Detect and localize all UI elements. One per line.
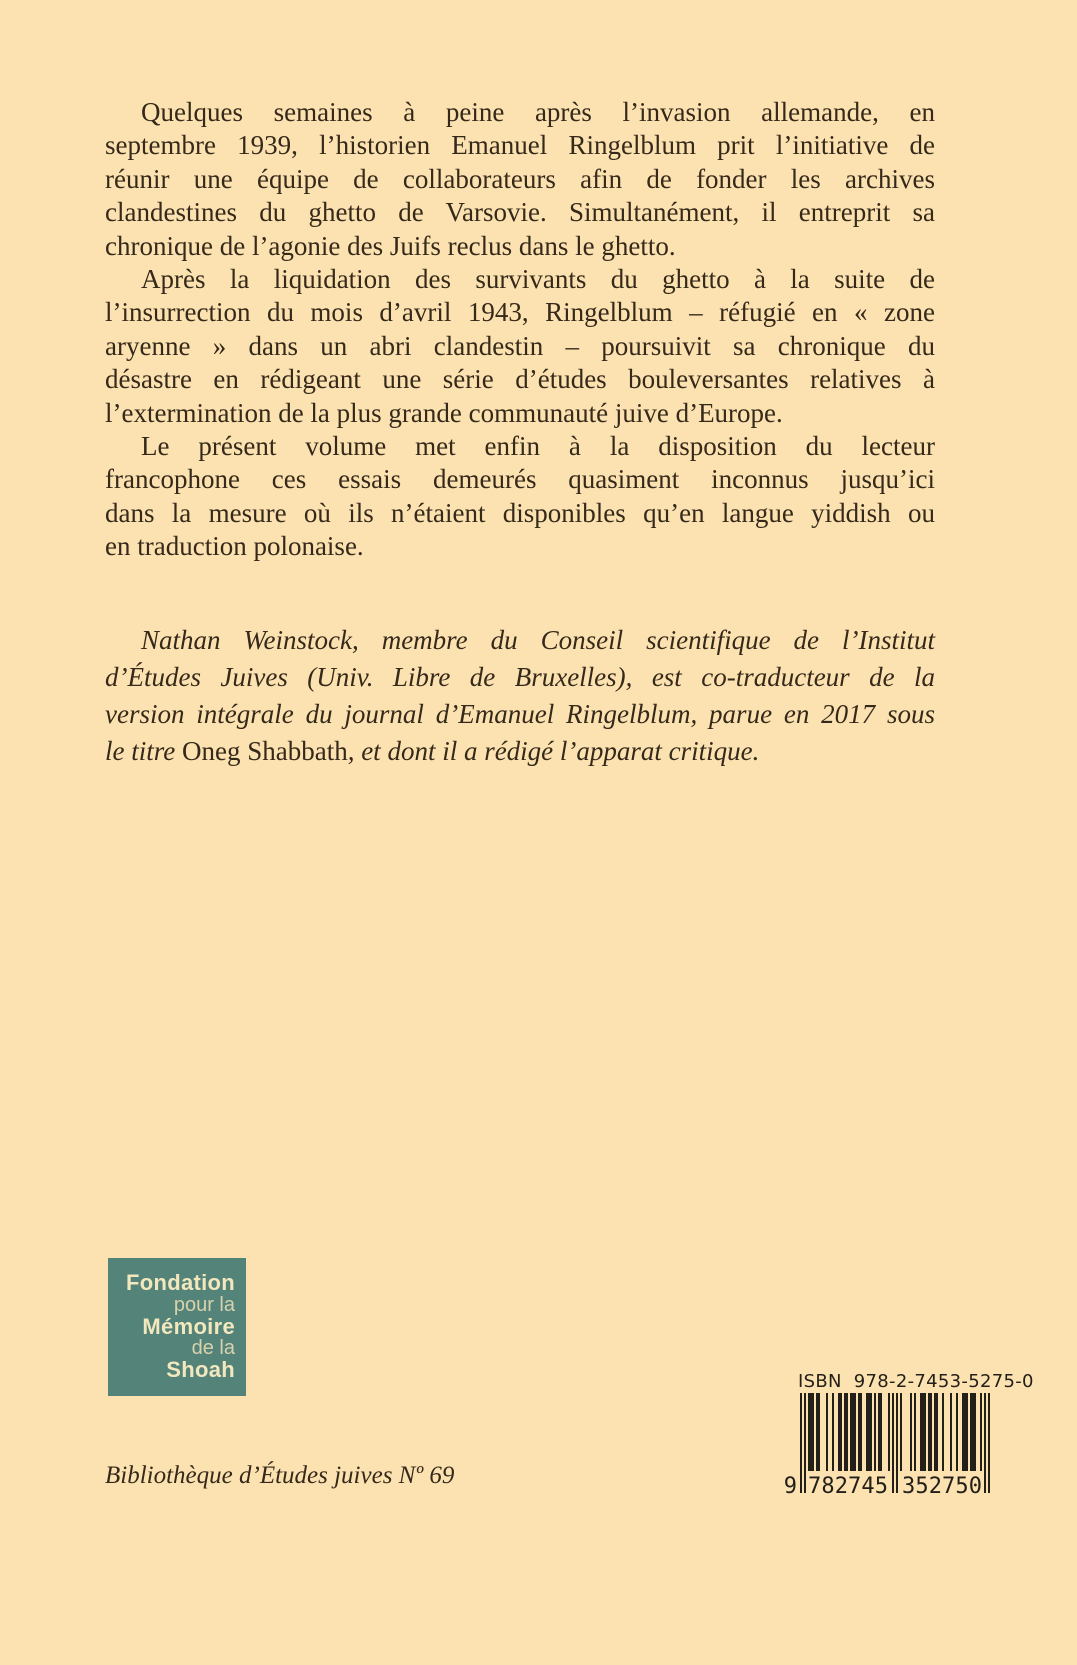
text-line: l’insurrection du mois d’avril 1943, Ringelblum – réfugié en « zone <box>105 297 935 328</box>
logo-text-line: pour la <box>173 1293 235 1316</box>
barcode-bar <box>858 1393 860 1471</box>
text-line: version intégrale du journal d’Emanuel Ringelblum, parue en 2017 sous <box>105 699 935 729</box>
text-line: septembre 1939, l’historien Emanuel Ringelblum prit l’initiative de <box>105 130 935 161</box>
text-line: Après la liquidation des survivants du ghetto à la suite de <box>141 264 935 295</box>
text-line: aryenne » dans un abri clandestin – poursuivit sa chronique du <box>105 330 935 361</box>
barcode-bar <box>880 1393 882 1471</box>
barcode-bar <box>910 1393 912 1471</box>
publisher-logo <box>108 1258 246 1396</box>
barcode-bar <box>870 1393 872 1471</box>
barcode-bar <box>868 1393 870 1471</box>
barcode-bar <box>920 1393 922 1471</box>
barcode-bar <box>804 1393 806 1493</box>
text-line: clandestines du ghetto de Varsovie. Simultanément, il entreprit sa <box>105 197 935 228</box>
text-line: d’Études Juives (Univ. Libre de Bruxelles), est co-traducteur de la <box>105 662 935 692</box>
barcode-bar <box>818 1393 820 1471</box>
barcode-bar <box>840 1393 842 1471</box>
barcode-bar <box>970 1393 972 1471</box>
barcode-digits: 352750 <box>902 1474 982 1496</box>
logo-text-line: Mémoire <box>142 1313 235 1339</box>
text-line: réunir une équipe de collaborateurs afin de fonder les archives <box>105 163 935 194</box>
text-line: Le présent volume met enfin à la disposition du lecteur <box>141 431 935 462</box>
barcode-bar <box>816 1393 818 1471</box>
logo-text-line: Fondation <box>125 1270 235 1296</box>
barcode-bar <box>808 1393 810 1471</box>
barcode-bar <box>852 1393 854 1471</box>
text-line: francophone ces essais demeurés quasiment inconnus jusqu’ici <box>105 464 935 495</box>
barcode-bar <box>892 1393 894 1493</box>
barcode-bar <box>812 1393 814 1471</box>
barcode-bar <box>984 1393 986 1493</box>
book-title-roman: Oneg Shabbath <box>181 736 348 766</box>
barcode-bar <box>846 1393 848 1471</box>
barcode-bar <box>888 1393 890 1471</box>
barcode-bar <box>844 1393 846 1471</box>
barcode-bar <box>874 1393 876 1471</box>
barcode-bar <box>860 1393 862 1471</box>
text-line: Nathan Weinstock, membre du Conseil scientifique de l’Institut <box>141 625 935 655</box>
barcode-bar <box>956 1393 958 1471</box>
barcode-bar <box>878 1393 880 1471</box>
text-line: chronique de l’agonie des Juifs reclus dans le ghetto. <box>105 230 676 261</box>
barcode-bar <box>832 1393 834 1471</box>
barcode-bar <box>962 1393 964 1471</box>
text-line: désastre en rédigeant une série d’études bouleversantes relatives à <box>105 364 935 395</box>
series-label: Bibliothèque d’Études juives Nº 69 <box>105 1462 455 1489</box>
barcode-bar <box>928 1393 930 1471</box>
barcode-bar <box>950 1393 952 1471</box>
isbn-block <box>770 1371 1034 1496</box>
barcode-bar <box>914 1393 916 1471</box>
logo-text-line: de la <box>191 1337 235 1360</box>
author-note-block <box>105 622 935 770</box>
text-segment: , et dont il a rédigé l’apparat critique. <box>347 736 760 766</box>
barcode-digits: 9 <box>783 1474 797 1496</box>
isbn-label: ISBN 978-2-7453-5275-0 <box>798 1371 1034 1392</box>
text-segment: le titre <box>105 736 182 766</box>
barcode-bar <box>924 1393 926 1471</box>
barcode-bar <box>934 1393 936 1471</box>
text-line: dans la mesure où ils n’étaient disponibles qu’en langue yiddish ou <box>105 497 935 528</box>
text-line <box>105 733 935 770</box>
barcode-bar <box>936 1393 938 1471</box>
paragraph <box>105 263 935 430</box>
barcode-bar <box>850 1393 852 1471</box>
barcode-bar <box>810 1393 812 1471</box>
ean13-barcode <box>777 1393 992 1496</box>
barcode-bar <box>974 1393 976 1471</box>
barcode-bar <box>854 1393 856 1471</box>
paragraph <box>105 96 935 263</box>
barcode-bar <box>826 1393 828 1471</box>
barcode-bar <box>942 1393 944 1471</box>
barcode-bar <box>896 1393 898 1493</box>
barcode-bar <box>966 1393 968 1471</box>
logo-text-line: Shoah <box>166 1357 235 1383</box>
barcode-bar <box>900 1393 902 1471</box>
barcode-bar <box>972 1393 974 1471</box>
text-line: en traduction polonaise. <box>105 531 364 562</box>
text-line: Quelques semaines à peine après l’invasion allemande, en <box>141 97 935 127</box>
barcode-bar <box>930 1393 932 1471</box>
barcode-bar <box>838 1393 840 1471</box>
paragraph <box>105 430 935 564</box>
barcode-digits: 782745 <box>808 1474 888 1496</box>
synopsis-text-block <box>105 96 935 564</box>
barcode-bar <box>922 1393 924 1471</box>
barcode-bar <box>988 1393 990 1493</box>
barcode-bar <box>866 1393 868 1471</box>
barcode-bar <box>980 1393 982 1471</box>
text-line: l’extermination de la plus grande communauté juive d’Europe. <box>105 397 783 428</box>
barcode-bar <box>800 1393 802 1493</box>
barcode-bar <box>964 1393 966 1471</box>
